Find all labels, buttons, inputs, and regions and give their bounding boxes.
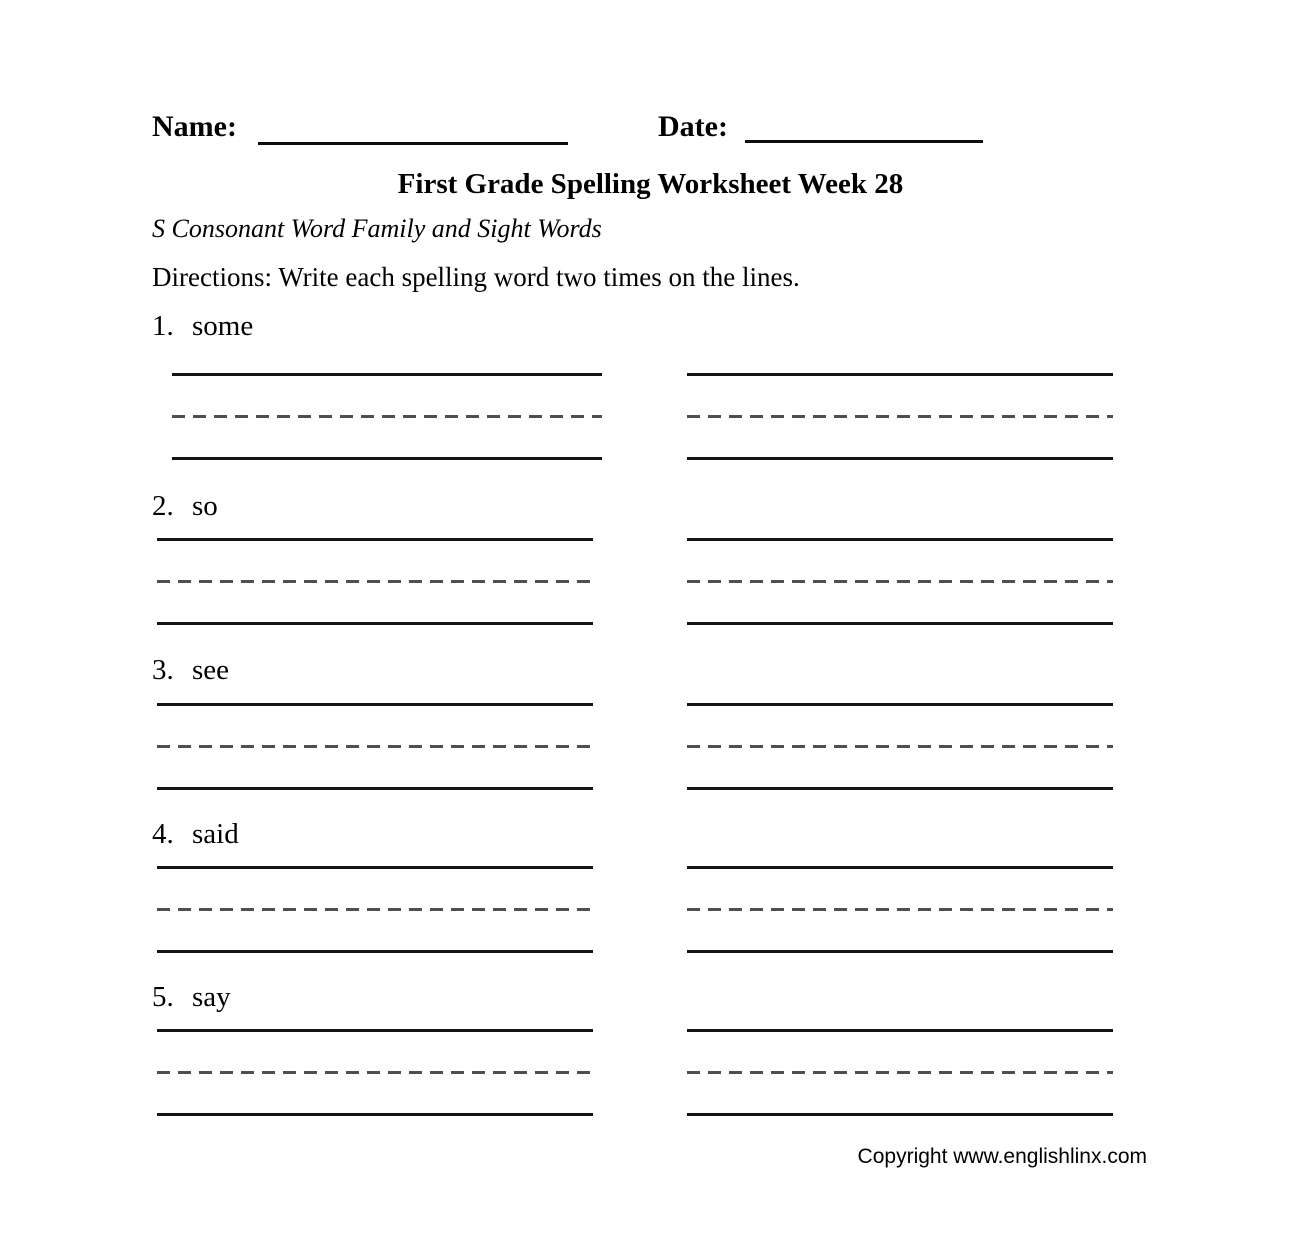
spelling-item-label	[152, 983, 231, 1012]
writing-line-dashed	[157, 745, 593, 748]
worksheet-title: First Grade Spelling Worksheet Week 28	[397, 168, 904, 200]
name-blank-line	[258, 142, 568, 145]
item-number: 5.	[152, 981, 174, 1013]
name-label: Name:	[152, 110, 237, 143]
writing-line-dashed	[687, 908, 1113, 911]
writing-line-solid	[687, 457, 1113, 460]
writing-line-solid	[157, 1029, 593, 1032]
writing-line-dashed	[687, 745, 1113, 748]
writing-line-solid	[157, 1113, 593, 1116]
spelling-item-label	[152, 312, 253, 341]
writing-line-solid	[687, 1029, 1113, 1032]
writing-line-solid	[157, 538, 593, 541]
copyright-text: Copyright www.englishlinx.com	[857, 1145, 1147, 1168]
writing-line-dashed	[157, 1071, 593, 1074]
item-word: say	[192, 981, 231, 1013]
item-word: see	[192, 654, 230, 686]
item-word: said	[192, 818, 239, 850]
spelling-item-label	[152, 656, 229, 685]
date-label: Date:	[658, 110, 728, 143]
writing-line-solid	[687, 622, 1113, 625]
writing-line-dashed	[172, 415, 602, 418]
writing-line-dashed	[687, 415, 1113, 418]
writing-line-solid	[157, 787, 593, 790]
writing-line-solid	[687, 950, 1113, 953]
writing-line-dashed	[687, 1071, 1113, 1074]
writing-line-solid	[687, 866, 1113, 869]
writing-line-solid	[687, 787, 1113, 790]
writing-line-solid	[687, 538, 1113, 541]
writing-line-solid	[687, 1113, 1113, 1116]
item-number: 3.	[152, 654, 174, 686]
writing-line-solid	[157, 622, 593, 625]
writing-line-solid	[687, 703, 1113, 706]
writing-line-solid	[157, 950, 593, 953]
writing-line-solid	[172, 457, 602, 460]
writing-line-dashed	[157, 580, 593, 583]
item-word: some	[192, 310, 254, 342]
item-number: 2.	[152, 490, 174, 522]
date-blank-line	[745, 140, 983, 143]
writing-line-solid	[687, 373, 1113, 376]
writing-line-solid	[172, 373, 602, 376]
item-word: so	[192, 490, 218, 522]
spelling-item-label	[152, 820, 239, 849]
worksheet-subtitle: S Consonant Word Family and Sight Words	[152, 214, 602, 243]
writing-line-dashed	[157, 908, 593, 911]
item-number: 1.	[152, 310, 174, 342]
writing-line-solid	[157, 703, 593, 706]
item-number: 4.	[152, 818, 174, 850]
spelling-item-label	[152, 492, 218, 521]
directions-text: Directions: Write each spelling word two times on the lines.	[152, 262, 800, 292]
writing-line-dashed	[687, 580, 1113, 583]
writing-line-solid	[157, 866, 593, 869]
